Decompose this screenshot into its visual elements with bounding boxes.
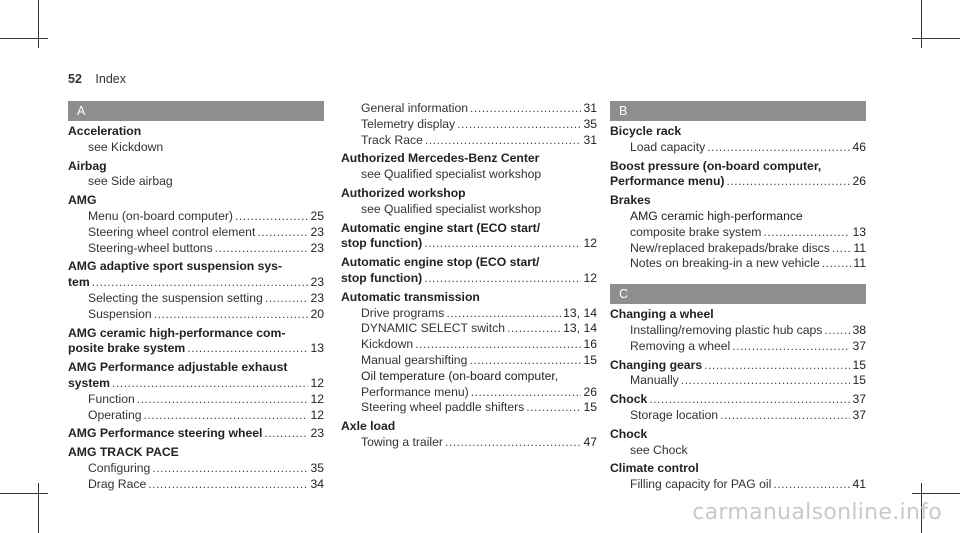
page-reference[interactable]: 13 [310,341,324,356]
index-entry-heading: AMG ceramic high-performance com- [68,325,286,340]
index-entry-heading: AMG Performance adjustable exhaust [68,360,288,375]
entry-text: General information [361,101,469,115]
index-entry-heading: Automatic engine stop (ECO start/ [341,255,540,270]
page-reference[interactable]: 15 [583,400,597,415]
entry-text: posite brake system [68,341,186,356]
entry-text: tem [68,275,90,290]
entry-text: Telemetry display [361,116,456,131]
index-entry-heading: Chock [610,426,648,441]
index-entry-heading: Bicycle rack [610,124,682,138]
dot-leader [235,209,308,225]
page-title: Index [95,72,126,86]
dot-leader [152,461,308,477]
index-entry-heading [610,392,866,408]
index-subentry [341,133,597,149]
index-subentry [68,408,324,424]
index-subentry [341,435,597,451]
index-subentry [610,140,866,156]
page-reference[interactable]: 35 [310,460,324,475]
page-reference[interactable]: 12 [583,236,597,251]
dot-leader [445,435,581,451]
crop-mark [912,38,960,39]
entry-text: Manually [630,373,679,388]
dot-leader [471,385,582,401]
dot-leader [457,117,581,133]
index-subentry [68,241,324,257]
page-reference[interactable]: 12 [310,407,324,422]
crop-mark [921,0,922,48]
entry-text: Kickdown [361,337,414,352]
dot-leader [526,400,581,416]
entry-text: Configuring [88,460,151,475]
section-letter: A [68,101,324,121]
index-subentry [610,408,866,424]
entry-text: Installing/removing plastic hub caps [630,322,823,337]
crop-mark [38,0,39,48]
dot-leader [257,225,308,241]
entry-text: Steering wheel control element [88,224,256,239]
page-reference[interactable]: 20 [310,306,324,321]
entry-text: Chock [610,392,648,407]
entry-text: Suspension [88,306,152,321]
entry-text: Manual gearshifting [361,352,468,367]
dot-leader [707,140,850,156]
page-reference[interactable]: 11 [853,240,866,255]
crop-mark [0,38,48,39]
entry-text: Changing gears [610,357,703,372]
entry-text: Selecting the suspension setting [88,290,263,305]
index-entry-heading: Changing a wheel [610,307,714,322]
page-reference[interactable]: 15 [852,373,866,388]
index-entry-heading: Climate control [610,461,699,476]
page-reference[interactable]: 26 [583,384,597,399]
dot-leader [112,376,308,392]
index-entry-heading: Acceleration [68,124,142,138]
page-reference[interactable]: 31 [583,132,597,147]
dot-leader [470,101,581,117]
entry-text: Removing a wheel [630,338,731,353]
dot-leader [415,337,581,353]
entry-text: New/replaced brakepads/brake discs [630,240,830,255]
section-letter: B [610,101,866,121]
dot-leader [265,291,309,307]
dot-leader [144,408,309,424]
see-reference: see Kickdown [88,139,164,154]
index-subentry: Oil temperature (on-board computer, [361,368,559,383]
index-entry-heading [68,341,324,357]
page-reference[interactable]: 12 [583,270,597,285]
entry-text: Storage location [630,407,719,422]
dot-leader [681,373,851,389]
index-entry-heading: Airbag [68,158,107,173]
see-reference: see Qualified specialist workshop [361,201,542,216]
entry-text: Drive programs [361,305,445,320]
entry-text: Steering wheel paddle shifters [361,400,525,415]
page-reference[interactable]: 25 [310,208,324,223]
entry-text: Steering-wheel buttons [88,240,213,255]
index-subentry [68,291,324,307]
index-subentry: AMG ceramic high-performance [630,208,803,223]
dot-leader [137,392,309,408]
page-reference[interactable]: 13, 14 [563,305,597,320]
page-reference[interactable]: 26 [852,174,866,189]
page-reference[interactable]: 37 [852,338,866,353]
dot-leader [92,275,309,291]
index-subentry [610,477,866,493]
entry-text: DYNAMIC SELECT switch [361,321,506,336]
index-subentry [68,392,324,408]
page-reference[interactable]: 37 [852,392,866,407]
page-reference[interactable]: 38 [852,322,866,337]
dot-leader [424,236,581,252]
index-entry-heading [341,271,597,287]
dot-leader [824,323,850,339]
index-subentry [610,323,866,339]
page-reference[interactable]: 13 [852,224,866,239]
index-entry-heading [68,376,324,392]
entry-text: Load capacity [630,139,706,154]
index-entry-heading [68,426,324,442]
crop-mark [38,483,39,533]
dot-leader [154,307,309,323]
page-reference[interactable]: 15 [852,357,866,372]
index-subentry [341,353,597,369]
dot-leader [148,477,308,493]
entry-text: Notes on breaking-in a new vehicle [630,256,820,271]
index-subentry [68,461,324,477]
page-header [68,72,126,86]
dot-leader [446,306,561,322]
page-reference[interactable]: 34 [310,476,324,491]
page-reference[interactable]: 23 [310,240,324,255]
page-reference[interactable]: 37 [852,407,866,422]
see-reference: see Chock [630,442,688,457]
page-reference[interactable]: 11 [853,256,866,271]
page-reference[interactable]: 47 [583,434,597,449]
index-column-1 [68,101,324,493]
index-subentry [341,337,597,353]
dot-leader [773,477,850,493]
entry-text: Performance menu) [610,174,725,189]
dot-leader [649,392,850,408]
index-entry-heading: Axle load [341,419,396,434]
dot-leader [215,241,309,257]
entry-text: Towing a trailer [361,434,443,449]
index-subentry [341,117,597,133]
watermark: carmanualsonline.info [692,500,942,525]
entry-text: Drag Race [88,476,147,491]
index-subentry [341,385,597,401]
page-reference[interactable]: 16 [583,337,597,352]
index-subentry [610,225,866,241]
index-entry-heading: AMG [68,193,97,208]
page-reference[interactable]: 13, 14 [563,321,597,336]
page-reference[interactable]: 35 [583,116,597,131]
entry-text: Operating [88,407,142,422]
index-entry-heading: AMG adaptive sport suspension sys- [68,259,283,274]
index-subentry [68,209,324,225]
index-entry-heading: Boost pressure (on-board computer, [610,158,822,173]
index-subentry [341,400,597,416]
page-reference[interactable]: 41 [852,477,866,492]
index-entry-heading: Automatic transmission [341,289,480,304]
index-entry-heading [341,236,597,252]
index-column-3 [610,101,866,493]
index-entry-heading: Authorized Mercedes-Benz Center [341,151,540,166]
dot-leader [424,271,581,287]
page-reference[interactable]: 12 [310,375,324,390]
page-reference[interactable]: 23 [310,426,324,441]
index-entry-heading [68,275,324,291]
see-reference: see Qualified specialist workshop [361,167,542,182]
see-reference: see Side airbag [88,174,173,189]
entry-text: Track Race [361,132,423,147]
dot-leader [732,339,850,355]
page-reference[interactable]: 23 [310,275,324,290]
index-subentry [610,241,866,257]
entry-text: AMG Performance steering wheel [68,426,263,441]
entry-text: stop function) [341,236,423,251]
entry-text: system [68,375,111,390]
page-reference[interactable]: 12 [310,391,324,406]
crop-mark [912,493,960,494]
entry-text: Performance menu) [361,384,469,399]
entry-text: Menu (on-board computer) [88,208,233,223]
index-subentry [610,256,866,272]
index-entry-heading: Authorized workshop [341,185,466,200]
index-subentry [68,307,324,323]
entry-text: Filling capacity for PAG oil [630,477,772,492]
crop-mark [0,493,48,494]
dot-leader [704,358,850,374]
dot-leader [507,321,561,337]
index-entry-heading: Brakes [610,193,651,208]
section-letter: C [610,284,866,304]
index-subentry [610,373,866,389]
page-reference[interactable]: 31 [583,101,597,115]
index-entry-heading [610,174,866,190]
index-subentry [341,101,597,117]
index-entry-heading: AMG TRACK PACE [68,445,179,460]
page-reference[interactable]: 46 [852,139,866,154]
dot-leader [832,241,851,257]
index-subentry [68,225,324,241]
index-subentry [68,477,324,493]
dot-leader [822,256,852,272]
index-subentry [341,321,597,337]
index-subentry [610,339,866,355]
dot-leader [763,225,850,241]
page-reference[interactable]: 15 [583,352,597,367]
index-entry-heading [610,358,866,374]
dot-leader [726,174,850,190]
entry-text: stop function) [341,270,423,285]
dot-leader [187,341,308,357]
index-subentry [341,306,597,322]
page-number: 52 [68,72,82,86]
dot-leader [469,353,581,369]
page-reference[interactable]: 23 [310,290,324,305]
dot-leader [264,426,308,442]
entry-text: Function [88,391,135,406]
index-entry-heading: Automatic engine start (ECO start/ [341,220,541,235]
dot-leader [425,133,582,149]
index-column-2 [341,101,597,451]
page-reference[interactable]: 23 [310,224,324,239]
entry-text: composite brake system [630,224,762,239]
dot-leader [720,408,850,424]
